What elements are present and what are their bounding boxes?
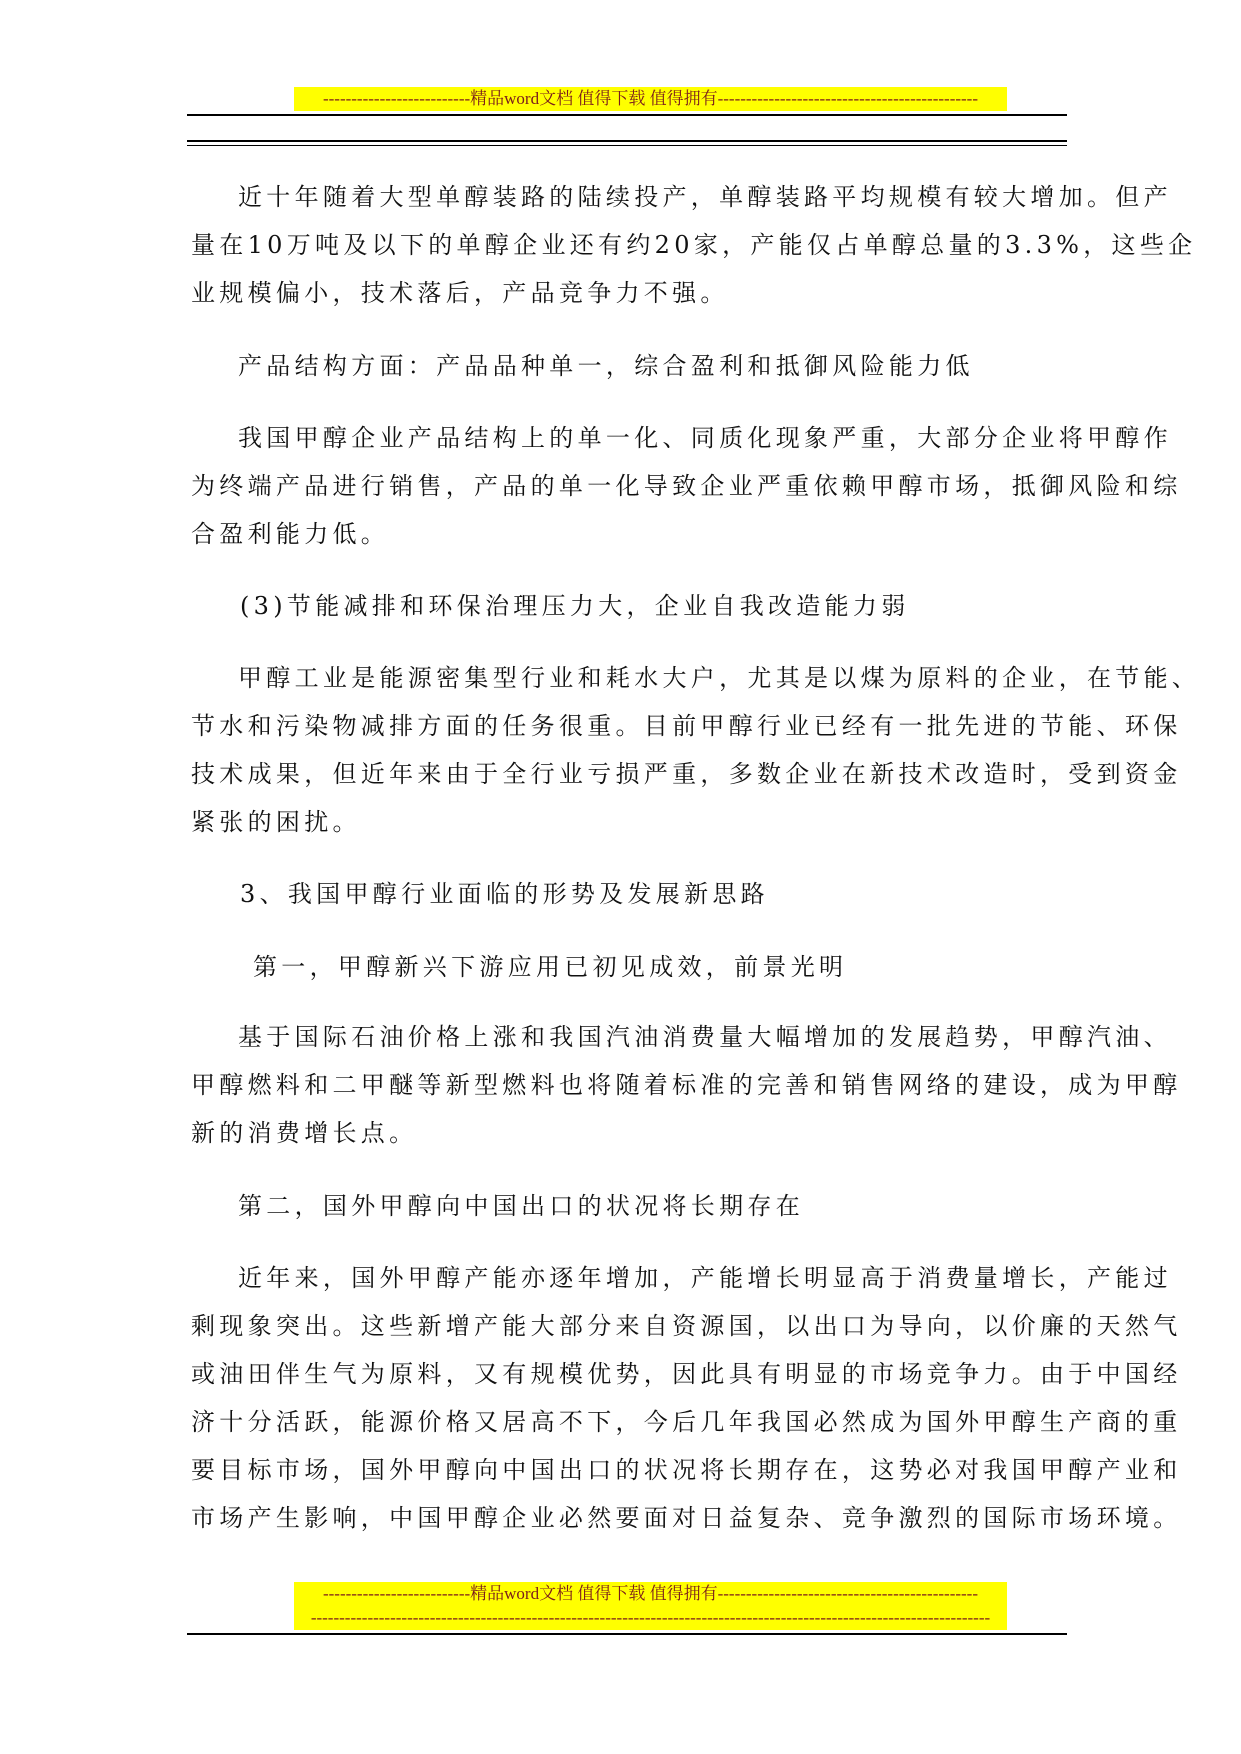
header-rule [187, 114, 1067, 116]
footer-banner: --------------------------精品word文档 值得下载 值得拥有---------------------------------------------- [322, 1584, 979, 1603]
paragraph-line: 甲醇燃料和二甲醚等新型燃料也将随着标准的完善和销售网络的建设，成为甲醇 [191, 1071, 1182, 1099]
paragraph-line: 基于国际石油价格上涨和我国汽油消费量大幅增加的发展趋势，甲醇汽油、 [238, 1023, 1172, 1051]
paragraph-line: (3)节能减排和环保治理压力大，企业自我改造能力弱 [240, 592, 910, 620]
section-heading-first [253, 943, 1133, 991]
paragraph-line: 第一，甲醇新兴下游应用已初见成效，前景光明 [253, 953, 848, 981]
paragraph-line: 量在10万吨及以下的单醇企业还有约20家，产能仅占单醇总量的3.3%，这些企 [191, 231, 1197, 259]
paragraph-2 [191, 414, 1182, 558]
footer-rule [187, 1633, 1067, 1635]
paragraph-line: 技术成果，但近年来由于全行业亏损严重，多数企业在新技术改造时，受到资金 [191, 760, 1182, 788]
header-double-rule-top [187, 140, 1067, 142]
header-banner: --------------------------精品word文档 值得下载 值得拥有---------------------------------------------- [322, 89, 979, 108]
paragraph-line: 3、我国甲醇行业面临的形势及发展新思路 [240, 880, 769, 908]
paragraph-line: 合盈利能力低。 [191, 520, 390, 548]
paragraph-line: 第二，国外甲醇向中国出口的状况将长期存在 [238, 1192, 804, 1220]
paragraph-1 [191, 173, 1197, 317]
paragraph-line: 近年来，国外甲醇产能亦逐年增加，产能增长明显高于消费量增长，产能过 [238, 1264, 1172, 1292]
section-heading-product-structure [238, 342, 1118, 390]
paragraph-5 [191, 1254, 1182, 1542]
footer-dashes: ------------------------------------------------------------------------------------------------------------------------ [310, 1608, 991, 1627]
section-heading-3 [240, 870, 1120, 918]
paragraph-line: 我国甲醇企业产品结构上的单一化、同质化现象严重，大部分企业将甲醇作 [238, 424, 1172, 452]
paragraph-line: 业规模偏小，技术落后，产品竞争力不强。 [191, 279, 729, 307]
section-heading-energy-saving [240, 582, 1120, 630]
paragraph-4 [191, 1013, 1182, 1157]
header-double-rule-bottom [187, 145, 1067, 146]
paragraph-line: 剩现象突出。这些新增产能大部分来自资源国，以出口为导向，以价廉的天然气 [191, 1312, 1182, 1340]
paragraph-line: 甲醇工业是能源密集型行业和耗水大户，尤其是以煤为原料的企业，在节能、 [238, 664, 1201, 692]
paragraph-line: 或油田伴生气为原料，又有规模优势，因此具有明显的市场竞争力。由于中国经 [191, 1360, 1182, 1388]
paragraph-line: 节水和污染物减排方面的任务很重。目前甲醇行业已经有一批先进的节能、环保 [191, 712, 1182, 740]
paragraph-line: 产品结构方面：产品品种单一，综合盈利和抵御风险能力低 [238, 352, 974, 380]
section-heading-second [238, 1182, 1118, 1230]
paragraph-line: 近十年随着大型单醇装路的陆续投产，单醇装路平均规模有较大增加。但产 [238, 183, 1172, 211]
paragraph-line: 市场产生影响，中国甲醇企业必然要面对日益复杂、竞争激烈的国际市场环境。 [191, 1504, 1182, 1532]
paragraph-3 [191, 654, 1201, 846]
paragraph-line: 紧张的困扰。 [191, 808, 361, 836]
paragraph-line: 为终端产品进行销售，产品的单一化导致企业严重依赖甲醇市场，抵御风险和综 [191, 472, 1182, 500]
paragraph-line: 济十分活跃，能源价格又居高不下，今后几年我国必然成为国外甲醇生产商的重 [191, 1408, 1182, 1436]
paragraph-line: 新的消费增长点。 [191, 1119, 418, 1147]
paragraph-line: 要目标市场，国外甲醇向中国出口的状况将长期存在，这势必对我国甲醇产业和 [191, 1456, 1182, 1484]
